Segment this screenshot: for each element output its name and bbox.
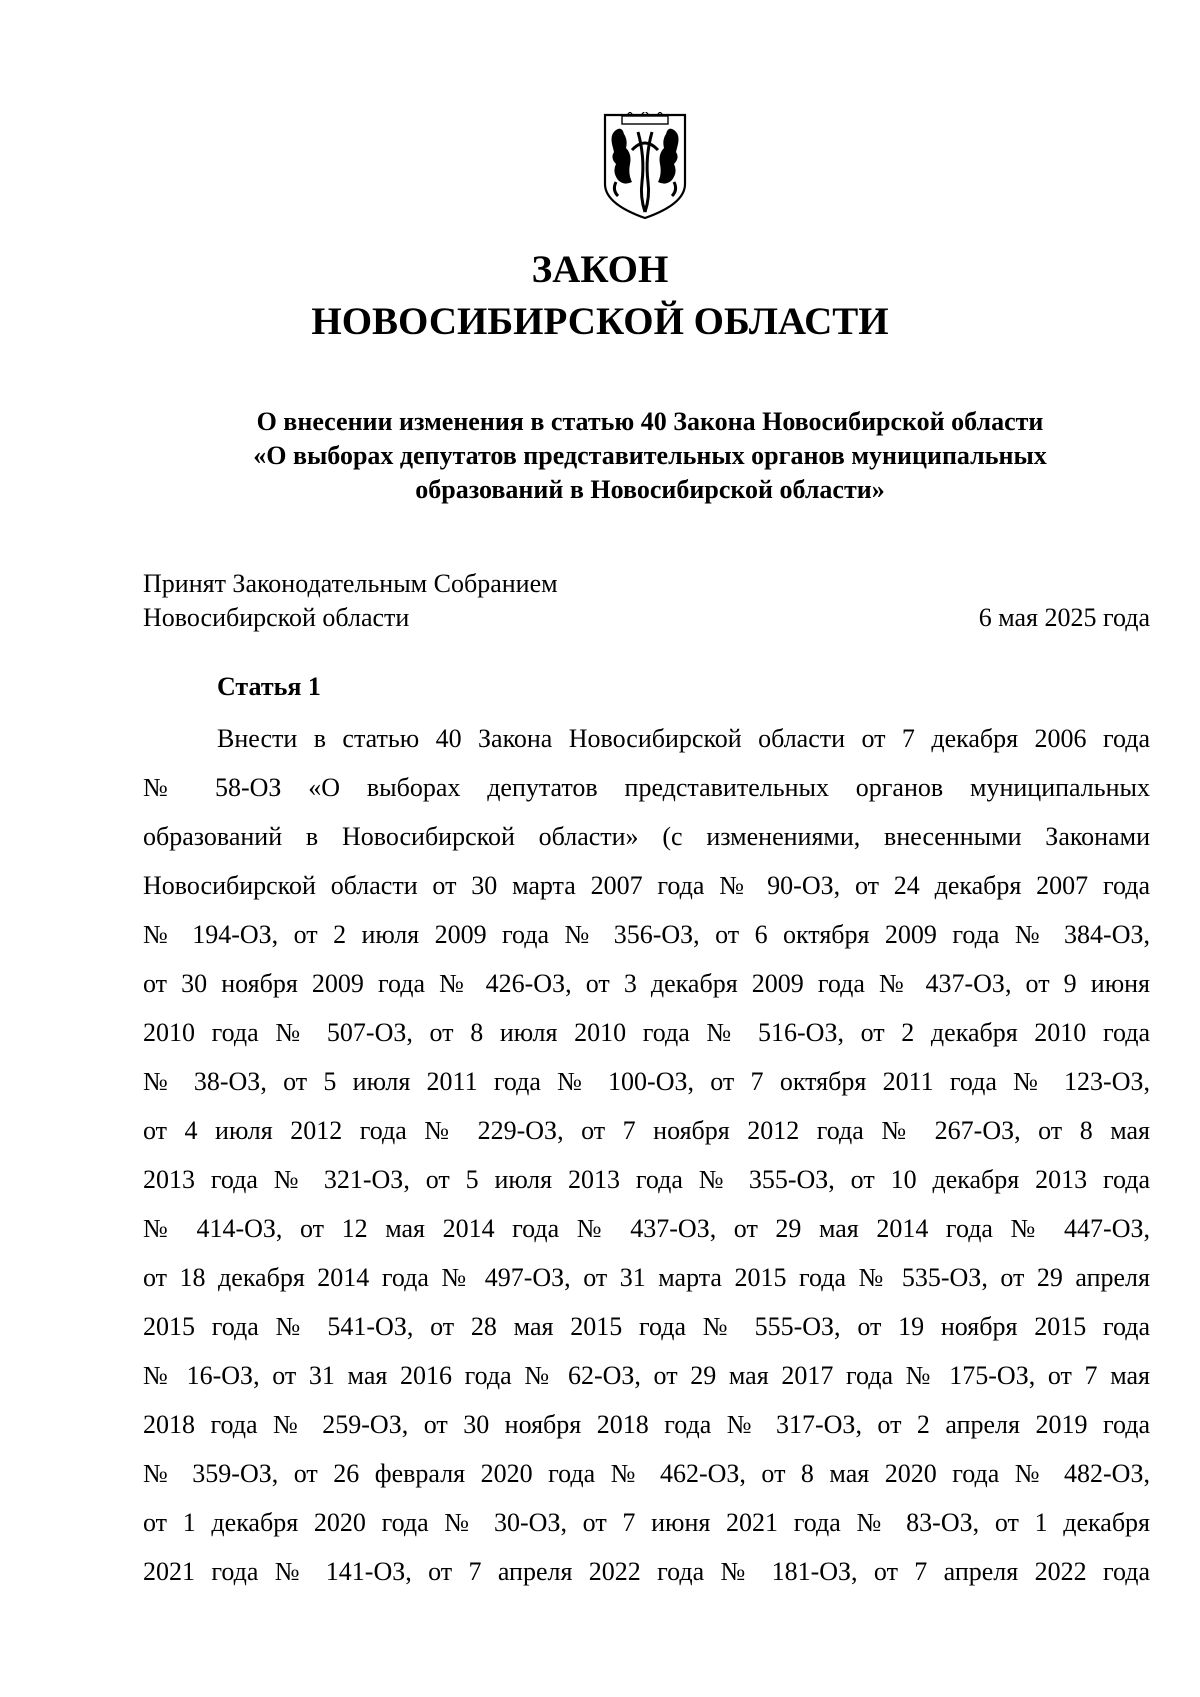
article-text-line: № 38-ОЗ, от 5 июля 2011 года № 100-ОЗ, от 7 октября 2011 года № 123-ОЗ,	[143, 1067, 1150, 1096]
article-text-line: образований в Новосибирской области» (с изменениями, внесенными Законами	[143, 822, 1150, 851]
law-title-line2: НОВОСИБИРСКОЙ ОБЛАСТИ	[311, 300, 889, 343]
article-text-line: Внести в статью 40 Закона Новосибирской области от 7 декабря 2006 года	[217, 724, 1150, 753]
article-text-line: 2018 года № 259-ОЗ, от 30 ноября 2018 года № 317-ОЗ, от 2 апреля 2019 года	[143, 1410, 1150, 1439]
law-title-line1: ЗАКОН	[531, 248, 669, 291]
adoption-line1: Принят Законодательным Собранием	[143, 569, 558, 598]
law-subject-line2: «О выборах депутатов представительных органов муниципальных	[253, 441, 1047, 470]
article-text-line: от 1 декабря 2020 года № 30-ОЗ, от 7 июня 2021 года № 83-ОЗ, от 1 декабря	[143, 1508, 1150, 1537]
article-text-line: от 18 декабря 2014 года № 497-ОЗ, от 31 марта 2015 года № 535-ОЗ, от 29 апреля	[143, 1263, 1150, 1292]
article-text-line: от 30 ноября 2009 года № 426-ОЗ, от 3 декабря 2009 года № 437-ОЗ, от 9 июня	[143, 969, 1150, 998]
article-text-line: 2021 года № 141-ОЗ, от 7 апреля 2022 года № 181-ОЗ, от 7 апреля 2022 года	[143, 1557, 1150, 1586]
law-subject-line3: образований в Новосибирской области»	[415, 475, 885, 504]
article-text-line: от 4 июля 2012 года № 229-ОЗ, от 7 ноября 2012 года № 267-ОЗ, от 8 мая	[143, 1116, 1150, 1145]
article-text-line: № 414-ОЗ, от 12 мая 2014 года № 437-ОЗ, от 29 мая 2014 года № 447-ОЗ,	[143, 1214, 1150, 1243]
article-text-line: 2013 года № 321-ОЗ, от 5 июля 2013 года № 355-ОЗ, от 10 декабря 2013 года	[143, 1165, 1150, 1194]
article-text-line: Новосибирской области от 30 марта 2007 года № 90-ОЗ, от 24 декабря 2007 года	[143, 871, 1150, 900]
law-subject	[160, 405, 1140, 507]
adoption-line2: Новосибирской области	[143, 603, 410, 632]
article-text-line: № 58-ОЗ «О выборах депутатов представительных органов муниципальных	[143, 773, 1150, 802]
article-text-line: № 16-ОЗ, от 31 мая 2016 года № 62-ОЗ, от 29 мая 2017 года № 175-ОЗ, от 7 мая	[143, 1361, 1150, 1390]
article-text-line: № 194-ОЗ, от 2 июля 2009 года № 356-ОЗ, от 6 октября 2009 года № 384-ОЗ,	[143, 920, 1150, 949]
article-text-line: 2015 года № 541-ОЗ, от 28 мая 2015 года № 555-ОЗ, от 19 ноября 2015 года	[143, 1312, 1150, 1341]
adoption-date: 6 мая 2025 года	[978, 603, 1150, 632]
article-text-line: № 359-ОЗ, от 26 февраля 2020 года № 462-ОЗ, от 8 мая 2020 года № 482-ОЗ,	[143, 1459, 1150, 1488]
article-heading: Статья 1	[217, 672, 321, 701]
coat-of-arms-icon	[602, 112, 688, 222]
article-text-line: 2010 года № 507-ОЗ, от 8 июля 2010 года № 516-ОЗ, от 2 декабря 2010 года	[143, 1018, 1150, 1047]
article-body	[143, 714, 1150, 1596]
law-subject-line1: О внесении изменения в статью 40 Закона Новосибирской области	[256, 407, 1044, 436]
